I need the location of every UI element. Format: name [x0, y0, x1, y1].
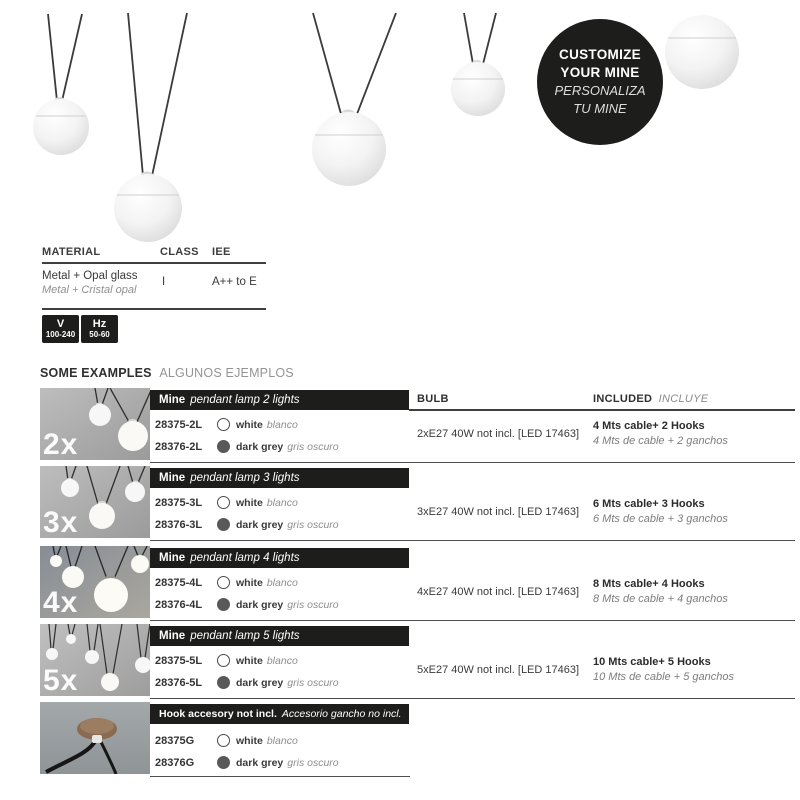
- class-value: I: [162, 276, 166, 288]
- thumbnail-5x: [40, 624, 150, 696]
- color-name-es: blanco: [266, 577, 298, 589]
- product-title-italic: pendant lamp 4 lights: [190, 552, 300, 564]
- frequency-badge: [81, 315, 118, 343]
- table-rule: [42, 308, 266, 310]
- hook-accessory-thumbnail-image: [40, 702, 150, 774]
- quantity-label: 5x: [43, 664, 79, 696]
- included-spec: [593, 419, 728, 449]
- variant-dark-grey: [155, 437, 339, 455]
- product-title-bold: Mine: [159, 472, 186, 484]
- included-spec: [593, 497, 728, 527]
- product-title-italic: Accesorio gancho no incl.: [281, 708, 402, 720]
- product-code: 28376-3L: [155, 519, 203, 531]
- row-divider: [150, 620, 795, 621]
- product-title-bold: Mine: [159, 552, 186, 564]
- variant-white: [155, 493, 298, 511]
- included-en: 6 Mts cable+ 3 Hooks: [593, 498, 705, 510]
- variant-white: [155, 573, 298, 591]
- product-title-bold: Hook accesory not incl.: [159, 708, 277, 720]
- included-spec: [593, 577, 728, 607]
- product-title-italic: pendant lamp 5 lights: [190, 630, 300, 642]
- customize-badge: [537, 19, 663, 145]
- color-name-en: dark grey: [236, 441, 284, 453]
- quantity-label: 4x: [43, 586, 79, 618]
- material-column-header: MATERIAL: [42, 246, 101, 258]
- white-swatch-icon: [217, 654, 230, 667]
- badge-line-4: TU MINE: [573, 101, 627, 116]
- product-title-bar: [150, 390, 409, 410]
- frequency-label: Hz: [92, 318, 107, 330]
- color-name-es: gris oscuro: [287, 677, 339, 689]
- class-column-header: CLASS: [160, 246, 199, 258]
- frequency-value: 50-60: [89, 330, 110, 339]
- bulb-spec: 5xE27 40W not incl. [LED 17463]: [417, 664, 580, 676]
- material-table: [42, 246, 268, 346]
- white-swatch-icon: [217, 734, 230, 747]
- included-es: 6 Mts de cable + 3 ganchos: [593, 513, 728, 525]
- color-name-es: gris oscuro: [287, 599, 339, 611]
- product-code: 28375G: [155, 735, 195, 747]
- product-code: 28376G: [155, 757, 195, 769]
- thumbnail-2x: [40, 388, 150, 460]
- material-value-es: Metal + Cristal opal: [42, 284, 137, 296]
- color-name-en: dark grey: [236, 599, 284, 611]
- dark-grey-swatch-icon: [217, 518, 230, 531]
- badge-line-1: CUSTOMIZE: [559, 47, 641, 62]
- product-title-bold: Mine: [159, 394, 186, 406]
- examples-heading-es: ALGUNOS EJEMPLOS: [159, 366, 294, 380]
- bulb-column-header: BULB: [417, 393, 449, 405]
- variant-dark-grey: [155, 673, 339, 691]
- product-row-2-lights: [0, 388, 800, 464]
- color-name-en: white: [236, 655, 263, 667]
- color-name-en: dark grey: [236, 519, 284, 531]
- included-spec: [593, 655, 734, 685]
- dark-grey-swatch-icon: [217, 440, 230, 453]
- table-rule: [409, 409, 795, 411]
- color-name-en: white: [236, 735, 263, 747]
- thumbnail-hook: [40, 702, 150, 774]
- product-row-4-lights: [0, 546, 800, 622]
- pendant-lamps-hero-image: [0, 0, 800, 250]
- white-swatch-icon: [217, 418, 230, 431]
- product-row-hook-accessory: [0, 702, 800, 778]
- variant-white: [155, 651, 298, 669]
- dark-grey-swatch-icon: [217, 676, 230, 689]
- thumbnail-3x: [40, 466, 150, 538]
- voltage-badge: [42, 315, 79, 343]
- product-title-bar: [150, 626, 409, 646]
- variant-dark-grey: [155, 515, 339, 533]
- color-name-es: blanco: [266, 419, 298, 431]
- quantity-label: 3x: [43, 506, 79, 538]
- product-code: 28376-4L: [155, 599, 203, 611]
- row-divider: [150, 698, 795, 699]
- product-code: 28375-5L: [155, 655, 203, 667]
- variant-white: [155, 415, 298, 433]
- variant-dark-grey: [155, 753, 339, 771]
- bulb-spec: 3xE27 40W not incl. [LED 17463]: [417, 506, 580, 518]
- product-title-bold: Mine: [159, 630, 186, 642]
- included-en: 4 Mts cable+ 2 Hooks: [593, 420, 705, 432]
- product-code: 28376-2L: [155, 441, 203, 453]
- row-divider: [150, 462, 795, 463]
- thumbnail-4x: [40, 546, 150, 618]
- color-name-es: blanco: [266, 655, 298, 667]
- product-row-3-lights: [0, 466, 800, 542]
- color-name-en: white: [236, 419, 263, 431]
- variant-white: [155, 731, 298, 749]
- product-row-5-lights: [0, 624, 800, 700]
- color-name-es: gris oscuro: [287, 519, 339, 531]
- color-name-en: white: [236, 497, 263, 509]
- table-rule: [42, 262, 266, 264]
- product-title-italic: pendant lamp 3 lights: [190, 472, 300, 484]
- dark-grey-swatch-icon: [217, 598, 230, 611]
- variant-dark-grey: [155, 595, 339, 613]
- badge-line-2: YOUR MINE: [560, 65, 640, 80]
- color-name-en: white: [236, 577, 263, 589]
- iee-value: A++ to E: [212, 276, 257, 288]
- included-en: 10 Mts cable+ 5 Hooks: [593, 656, 711, 668]
- product-code: 28376-5L: [155, 677, 203, 689]
- quantity-label: 2x: [43, 428, 79, 460]
- included-column-header: [593, 393, 708, 405]
- color-name-es: blanco: [266, 735, 298, 747]
- voltage-value: 100-240: [45, 330, 76, 339]
- color-name-en: dark grey: [236, 677, 284, 689]
- white-swatch-icon: [217, 496, 230, 509]
- color-name-es: blanco: [266, 497, 298, 509]
- row-divider: [150, 776, 410, 777]
- color-name-es: gris oscuro: [287, 757, 339, 769]
- product-title-bar: [150, 704, 409, 724]
- iee-column-header: IEE: [212, 246, 231, 258]
- dark-grey-swatch-icon: [217, 756, 230, 769]
- product-title-italic: pendant lamp 2 lights: [190, 394, 300, 406]
- included-es: 10 Mts de cable + 5 ganchos: [593, 671, 734, 683]
- product-title-bar: [150, 468, 409, 488]
- voltage-label: V: [56, 318, 65, 330]
- examples-heading: [40, 366, 294, 380]
- product-title-bar: [150, 548, 409, 568]
- product-code: 28375-3L: [155, 497, 203, 509]
- white-swatch-icon: [217, 576, 230, 589]
- examples-heading-en: SOME EXAMPLES: [40, 366, 152, 380]
- row-divider: [150, 540, 795, 541]
- included-header-en: INCLUDED: [593, 393, 653, 405]
- product-code: 28375-4L: [155, 577, 203, 589]
- material-value-en: Metal + Opal glass: [42, 270, 138, 282]
- included-es: 4 Mts de cable + 2 ganchos: [593, 435, 728, 447]
- product-code: 28375-2L: [155, 419, 203, 431]
- included-es: 8 Mts de cable + 4 ganchos: [593, 593, 728, 605]
- color-name-en: dark grey: [236, 757, 284, 769]
- included-header-es: INCLUYE: [658, 393, 709, 405]
- included-en: 8 Mts cable+ 4 Hooks: [593, 578, 705, 590]
- bulb-spec: 2xE27 40W not incl. [LED 17463]: [417, 428, 580, 440]
- color-name-es: gris oscuro: [287, 441, 339, 453]
- bulb-spec: 4xE27 40W not incl. [LED 17463]: [417, 586, 580, 598]
- badge-line-3: PERSONALIZA: [554, 83, 646, 98]
